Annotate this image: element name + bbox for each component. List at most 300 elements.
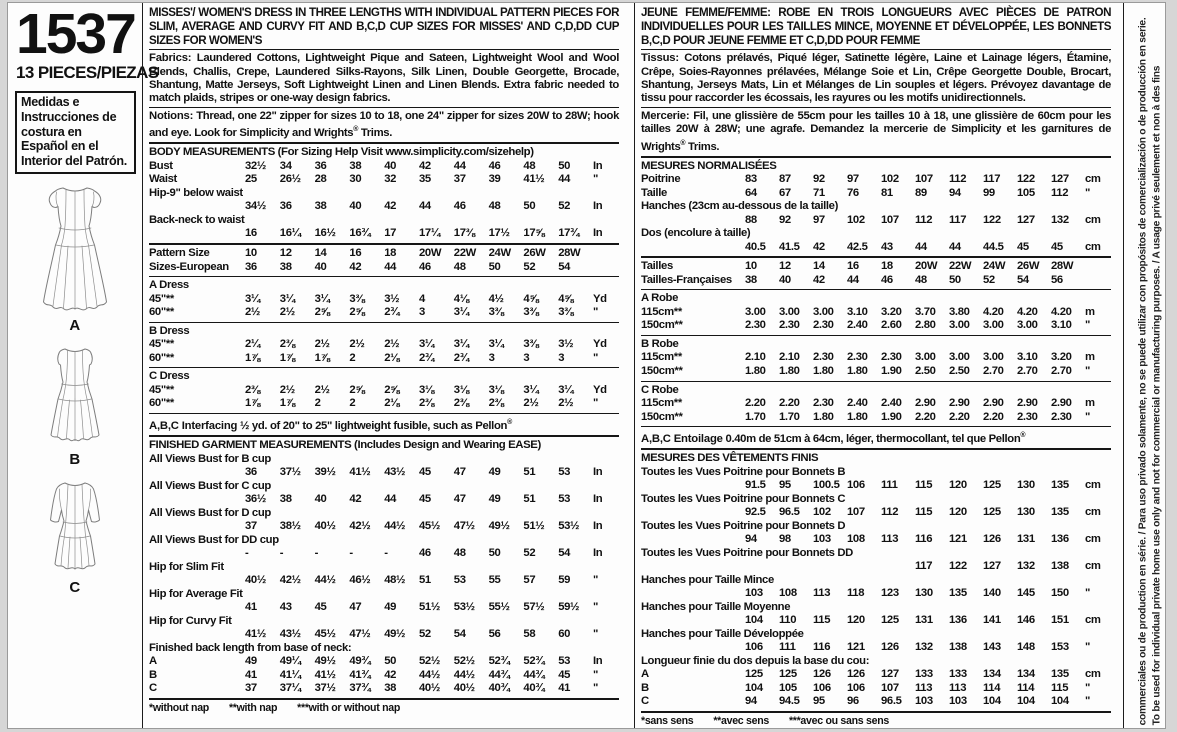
table-row bbox=[641, 614, 1111, 628]
table-value-cell: 1.90 bbox=[881, 365, 902, 378]
table-row-label: Hanches pour Taille Moyenne bbox=[641, 600, 791, 613]
table-value-cell: 26W bbox=[1017, 260, 1040, 273]
table-value-cell: 51½ bbox=[418, 600, 440, 613]
table-unit-cell: " bbox=[592, 397, 598, 410]
divider bbox=[641, 49, 1111, 50]
table-unit-cell: In bbox=[592, 159, 603, 172]
entoilage-line bbox=[641, 429, 1111, 446]
table-value-cell: 50 bbox=[488, 260, 501, 273]
table-value-cell: 16¼ bbox=[279, 227, 301, 240]
table-value-cell: 1.80 bbox=[813, 410, 834, 423]
table-value-cell: 106 bbox=[847, 479, 865, 492]
divider bbox=[641, 448, 1111, 450]
table-row bbox=[149, 306, 619, 320]
table-row-label-cell: 60"** bbox=[149, 351, 174, 364]
table-value-cell: 56 bbox=[1051, 273, 1063, 286]
divider bbox=[149, 49, 619, 50]
table-row-label-cell: C bbox=[149, 682, 157, 695]
table-value-cell: 4.20 bbox=[1051, 305, 1072, 318]
tailles-table bbox=[641, 260, 1111, 287]
divider bbox=[149, 413, 619, 414]
table-row-label-cell: 45"** bbox=[149, 383, 174, 396]
table-value-cell: 2⅝ bbox=[349, 306, 365, 319]
table-row-label-cell: Tailles bbox=[641, 260, 673, 273]
table-unit-cell: Yd bbox=[592, 292, 607, 305]
table-value-cell: 104 bbox=[745, 614, 763, 627]
table-value-cell: 37 bbox=[245, 682, 257, 695]
table-value-cell: 53½ bbox=[453, 600, 475, 613]
table-value-cell: 44½ bbox=[453, 668, 475, 681]
table-row bbox=[641, 506, 1111, 520]
table-value-cell: 3.00 bbox=[915, 351, 936, 364]
table-value-cell: 2.20 bbox=[983, 410, 1004, 423]
divider bbox=[641, 156, 1111, 158]
table-value-cell: 52 bbox=[983, 273, 995, 286]
table-value-cell: 64 bbox=[745, 186, 757, 199]
table-unit-cell: cm bbox=[1085, 506, 1101, 519]
table-value-cell: 51 bbox=[418, 573, 431, 586]
table-value-cell: 1.80 bbox=[779, 365, 800, 378]
table-row bbox=[149, 247, 619, 261]
table-value-cell: 116 bbox=[915, 533, 933, 546]
table-value-cell: 48½ bbox=[384, 573, 406, 586]
notions-tail: Trims. bbox=[358, 127, 393, 140]
divider bbox=[149, 698, 619, 700]
table-value-cell: 107 bbox=[847, 506, 865, 519]
table-row-label-cell: A bbox=[641, 668, 649, 681]
table-row bbox=[149, 682, 619, 696]
table-value-cell: 2½ bbox=[523, 397, 539, 410]
table-value-cell: 44 bbox=[558, 173, 571, 186]
table-value-cell: 2.40 bbox=[847, 397, 868, 410]
table-row bbox=[641, 214, 1111, 228]
table-unit-cell: " bbox=[592, 600, 598, 613]
table-value-cell: 46 bbox=[418, 260, 431, 273]
nap-footnotes bbox=[149, 702, 619, 714]
table-value-cell: 30 bbox=[349, 173, 362, 186]
metrage-table bbox=[641, 292, 1111, 424]
table-row-label-cell bbox=[149, 200, 245, 214]
table-value-cell: 17 bbox=[384, 227, 397, 240]
table-value-cell: 35 bbox=[418, 173, 431, 186]
table-value-cell: 3¼ bbox=[558, 383, 574, 396]
table-value-cell: 4⅛ bbox=[453, 292, 469, 305]
table-value-cell: 38 bbox=[279, 492, 292, 505]
table-value-cell: 3.10 bbox=[1017, 351, 1038, 364]
table-value-cell: 1⅞ bbox=[279, 351, 295, 364]
footnote-without-nap: *without nap bbox=[149, 701, 209, 714]
table-value-cell: 112 bbox=[949, 173, 967, 186]
table-unit-cell: cm bbox=[1085, 614, 1101, 627]
table-value-cell: 2¾ bbox=[418, 351, 434, 364]
table-value-cell: 52½ bbox=[453, 654, 475, 667]
legal-strip bbox=[1123, 3, 1166, 728]
table-value-cell: 4⅝ bbox=[558, 292, 574, 305]
table-value-cell: 10 bbox=[245, 247, 257, 260]
table-value-cell: 50 bbox=[384, 654, 397, 667]
table-section-heading: C Robe bbox=[641, 383, 679, 396]
table-value-cell: 41.5 bbox=[779, 240, 800, 253]
table-row-label: All Views Bust for D cup bbox=[149, 506, 271, 519]
table-value-cell: 34 bbox=[279, 159, 292, 172]
table-row bbox=[641, 479, 1111, 493]
table-value-cell: 50 bbox=[949, 273, 961, 286]
table-value-cell: 1⅞ bbox=[245, 397, 261, 410]
table-row-label: Finished back length from base of neck: bbox=[149, 641, 352, 654]
table-row bbox=[149, 261, 619, 275]
table-unit-cell: cm bbox=[1085, 560, 1101, 573]
table-value-cell: 52¾ bbox=[488, 654, 510, 667]
table-value-cell: 51 bbox=[523, 465, 536, 478]
table-value-cell: 2.70 bbox=[983, 365, 1004, 378]
table-value-cell: 3.00 bbox=[949, 319, 970, 332]
table-value-cell: 45 bbox=[558, 668, 571, 681]
table-row-label-cell: C bbox=[641, 695, 649, 708]
table-value-cell: 51 bbox=[523, 492, 536, 505]
table-value-cell: 3.70 bbox=[915, 305, 936, 318]
table-row-label: Hanches pour Taille Développée bbox=[641, 627, 804, 640]
table-value-cell: 41½ bbox=[523, 173, 545, 186]
table-value-cell: 3.00 bbox=[813, 305, 834, 318]
body-measurements-header: BODY MEASUREMENTS (For Sizing Help Visit www.simplicity.com/sizehelp) bbox=[149, 146, 534, 159]
table-row-label-cell bbox=[149, 227, 245, 241]
pieces-count: 13 PIECES/PIEZAS bbox=[16, 63, 159, 82]
table-row bbox=[149, 628, 619, 642]
mercerie-text: Fil, une glissière de 55cm pour les tailles 10 à 18, une glissière de 60cm pour les tailles 20W à 28W; une agrafe. Demandez la mercerie de Simplicity et les garnitures de Wrights bbox=[641, 110, 1111, 153]
entoilage-label: A,B,C Entoilage bbox=[641, 433, 723, 445]
footnote-avec-ou-sans-sens: ***avec ou sans sens bbox=[788, 714, 889, 727]
table-value-cell: 97 bbox=[847, 173, 859, 186]
table-row-label-cell: 115cm** bbox=[641, 397, 682, 410]
table-row bbox=[149, 173, 619, 187]
table-unit-cell: In bbox=[592, 200, 603, 213]
table-value-cell: 52 bbox=[523, 546, 536, 559]
table-value-cell: 50 bbox=[558, 159, 571, 172]
table-value-cell: 45 bbox=[314, 600, 327, 613]
registered-mark: ® bbox=[1020, 432, 1026, 440]
table-value-cell: 107 bbox=[881, 681, 899, 694]
table-value-cell: 150 bbox=[1051, 587, 1069, 600]
yardage-table bbox=[149, 279, 619, 411]
table-value-cell: 71 bbox=[813, 186, 825, 199]
table-value-cell: 76 bbox=[847, 186, 859, 199]
table-value-cell: 44½ bbox=[418, 668, 440, 681]
table-value-cell: 43½ bbox=[279, 627, 301, 640]
table-unit-cell: m bbox=[1085, 351, 1095, 364]
table-row-label-cell bbox=[641, 614, 745, 628]
table-value-cell: 127 bbox=[1017, 213, 1035, 226]
table-value-cell: 50 bbox=[523, 200, 536, 213]
table-value-cell: 16 bbox=[349, 247, 362, 260]
table-unit-cell: Yd bbox=[592, 338, 607, 351]
table-unit-cell: " bbox=[592, 627, 598, 640]
table-value-cell: 2.90 bbox=[915, 397, 936, 410]
table-row bbox=[641, 173, 1111, 187]
tissus-paragraph bbox=[641, 52, 1111, 105]
table-value-cell: 138 bbox=[1051, 560, 1069, 573]
table-value-cell: 125 bbox=[779, 668, 797, 681]
table-value-cell: 133 bbox=[949, 668, 967, 681]
table-value-cell: 151 bbox=[1051, 614, 1069, 627]
table-value-cell: 42 bbox=[349, 492, 362, 505]
table-value-cell: 136 bbox=[1051, 533, 1069, 546]
table-value-cell: 45½ bbox=[418, 519, 440, 532]
table-value-cell: 2.50 bbox=[949, 365, 970, 378]
table-row-label: Toutes les Vues Poitrine pour Bonnets C bbox=[641, 492, 846, 505]
table-value-cell: 44½ bbox=[384, 519, 406, 532]
fabrics-paragraph bbox=[149, 52, 619, 105]
table-value-cell: 112 bbox=[915, 213, 933, 226]
table-row-label-cell: A bbox=[149, 654, 157, 667]
table-value-cell: 52 bbox=[418, 627, 431, 640]
table-value-cell: - bbox=[279, 546, 284, 559]
table-value-cell: 2⅜ bbox=[245, 383, 261, 396]
divider bbox=[149, 243, 619, 245]
table-unit-cell: " bbox=[592, 173, 598, 186]
table-value-cell: 113 bbox=[949, 681, 967, 694]
tissus-label: Tissus: bbox=[641, 52, 679, 65]
table-value-cell: 2.90 bbox=[1051, 397, 1072, 410]
table-row-label-cell: Taille bbox=[641, 186, 667, 199]
table-value-cell: 2.30 bbox=[745, 319, 766, 332]
table-value-cell: 43 bbox=[881, 240, 893, 253]
table-value-cell: 131 bbox=[915, 614, 933, 627]
table-value-cell: 40.5 bbox=[745, 240, 766, 253]
table-value-cell: 107 bbox=[915, 173, 933, 186]
divider bbox=[149, 367, 619, 368]
table-value-cell: 2⅜ bbox=[488, 397, 504, 410]
table-row-label-cell bbox=[149, 601, 245, 615]
table-value-cell: 3.00 bbox=[949, 351, 970, 364]
table-value-cell: 43½ bbox=[384, 465, 406, 478]
spanish-note-box: Medidas e Instrucciones de costura en Español en el Interior del Patrón. bbox=[15, 91, 136, 174]
table-row-label: Longueur finie du dos depuis la base du cou: bbox=[641, 654, 870, 667]
interfacing-label: A,B,C Interfacing bbox=[149, 419, 238, 432]
table-value-cell: 40¾ bbox=[488, 682, 510, 695]
table-value-cell: 111 bbox=[881, 479, 898, 492]
table-value-cell: 2¼ bbox=[245, 338, 261, 351]
table-value-cell: 52 bbox=[558, 200, 571, 213]
table-value-cell: 38 bbox=[349, 159, 362, 172]
table-value-cell: 100.5 bbox=[813, 479, 840, 492]
table-value-cell: 103 bbox=[745, 587, 763, 600]
table-value-cell: 143 bbox=[983, 641, 1001, 654]
table-value-cell: 36 bbox=[314, 159, 327, 172]
table-unit-cell: cm bbox=[1085, 668, 1101, 681]
table-value-cell: 2.30 bbox=[779, 319, 800, 332]
notions-paragraph bbox=[149, 110, 619, 140]
table-row bbox=[149, 384, 619, 398]
table-value-cell: 104 bbox=[745, 681, 763, 694]
table-row bbox=[149, 520, 619, 534]
table-row bbox=[149, 352, 619, 366]
table-row bbox=[641, 560, 1111, 574]
table-value-cell: 106 bbox=[813, 681, 831, 694]
table-value-cell: 3.20 bbox=[881, 305, 902, 318]
table-row-label-cell: 45"** bbox=[149, 338, 174, 351]
table-value-cell: 3¼ bbox=[418, 338, 434, 351]
table-value-cell: 2½ bbox=[349, 338, 365, 351]
left-column bbox=[8, 2, 159, 729]
table-unit-cell: " bbox=[592, 351, 598, 364]
table-value-cell: 60 bbox=[558, 627, 571, 640]
table-value-cell: 67 bbox=[779, 186, 791, 199]
mercerie-paragraph bbox=[641, 110, 1111, 153]
table-value-cell: 1.80 bbox=[847, 365, 868, 378]
table-row-label-cell: 60"** bbox=[149, 397, 174, 410]
table-row bbox=[149, 574, 619, 588]
table-value-cell: 97 bbox=[813, 213, 825, 226]
divider bbox=[641, 711, 1111, 713]
table-unit-cell: In bbox=[592, 654, 603, 667]
table-row-label-cell: 150cm** bbox=[641, 365, 683, 378]
table-value-cell: 28 bbox=[314, 173, 327, 186]
table-value-cell: 17⅜ bbox=[453, 227, 475, 240]
mercerie-tail: Trims. bbox=[685, 140, 720, 153]
table-value-cell: 37 bbox=[453, 173, 466, 186]
title-english: MISSES'/ WOMEN'S DRESS IN THREE LENGTHS WITH INDIVIDUAL PATTERN PIECES FOR SLIM, AVERAGE AND CURVY FIT AND B,C,D CUP SIZES FOR MISSES' AND C,D,DD CUP SIZES FOR WOMEN'S bbox=[149, 6, 619, 47]
divider bbox=[641, 335, 1111, 336]
table-value-cell: 120 bbox=[949, 506, 967, 519]
vetements-finis-table bbox=[641, 466, 1111, 709]
table-row bbox=[641, 306, 1111, 320]
table-value-cell: 94 bbox=[745, 533, 757, 546]
table-row bbox=[149, 547, 619, 561]
table-value-cell: 2½ bbox=[558, 397, 574, 410]
table-unit-cell: cm bbox=[1085, 240, 1101, 253]
table-value-cell: 49 bbox=[488, 465, 501, 478]
table-value-cell: - bbox=[384, 546, 388, 559]
table-unit-cell: In bbox=[592, 492, 603, 505]
table-value-cell: 25 bbox=[245, 173, 257, 186]
table-value-cell: 46½ bbox=[349, 573, 371, 586]
table-value-cell: 81 bbox=[881, 186, 893, 199]
table-value-cell: 44½ bbox=[314, 573, 336, 586]
table-unit-cell: cm bbox=[1085, 533, 1101, 546]
table-row bbox=[641, 319, 1111, 333]
table-value-cell: 55 bbox=[488, 573, 501, 586]
table-value-cell: 47½ bbox=[349, 627, 371, 640]
table-value-cell: 2.30 bbox=[813, 319, 834, 332]
table-value-cell: 22W bbox=[453, 247, 476, 260]
table-unit-cell: m bbox=[1085, 305, 1095, 318]
view-label-b: B bbox=[69, 450, 81, 468]
table-row-label: Hip for Average Fit bbox=[149, 587, 243, 600]
table-value-cell: 42 bbox=[384, 200, 397, 213]
table-value-cell: 2.90 bbox=[983, 397, 1004, 410]
table-value-cell: 2.20 bbox=[745, 397, 766, 410]
table-value-cell: 54 bbox=[558, 260, 571, 273]
table-value-cell: 3⅜ bbox=[488, 306, 504, 319]
table-value-cell: 3¼ bbox=[523, 383, 539, 396]
table-row-label-cell bbox=[149, 466, 245, 480]
table-value-cell: 104 bbox=[1017, 695, 1035, 708]
table-value-cell: 2.30 bbox=[1017, 410, 1038, 423]
table-value-cell: 117 bbox=[915, 560, 933, 573]
table-value-cell: 135 bbox=[1051, 668, 1069, 681]
french-column bbox=[634, 3, 1116, 728]
table-value-cell: 46 bbox=[881, 273, 893, 286]
table-value-cell: 14 bbox=[813, 260, 825, 273]
table-value-cell: 123 bbox=[881, 587, 899, 600]
table-value-cell: 2⅛ bbox=[384, 397, 400, 410]
table-value-cell: 98 bbox=[779, 533, 791, 546]
table-value-cell: 42 bbox=[384, 668, 397, 681]
mesures-normalisees-header: MESURES NORMALISÉES bbox=[641, 159, 777, 172]
table-value-cell: 2⅜ bbox=[453, 397, 469, 410]
table-value-cell: 3.80 bbox=[949, 305, 970, 318]
table-value-cell: 3¼ bbox=[245, 292, 261, 305]
table-row bbox=[641, 533, 1111, 547]
table-value-cell: 2½ bbox=[245, 306, 261, 319]
table-value-cell: 132 bbox=[1051, 213, 1069, 226]
fabrics-label: Fabrics: bbox=[149, 52, 192, 65]
table-value-cell: 52¾ bbox=[523, 654, 545, 667]
table-value-cell: 38 bbox=[279, 260, 292, 273]
table-value-cell: 103 bbox=[915, 695, 933, 708]
table-value-cell: 4.20 bbox=[983, 305, 1004, 318]
table-value-cell bbox=[779, 560, 813, 574]
table-value-cell: 2½ bbox=[314, 338, 330, 351]
table-value-cell: 54 bbox=[1017, 273, 1029, 286]
table-row bbox=[149, 466, 619, 480]
table-value-cell: 125 bbox=[745, 668, 763, 681]
english-column bbox=[142, 3, 624, 728]
table-value-cell: 47½ bbox=[453, 519, 475, 532]
table-value-cell: 46 bbox=[488, 159, 501, 172]
table-value-cell bbox=[847, 560, 881, 574]
table-value-cell: 41½ bbox=[314, 668, 336, 681]
notions-label: Notions: bbox=[149, 110, 194, 123]
table-value-cell: 49 bbox=[245, 654, 257, 667]
table-value-cell: 3¼ bbox=[488, 338, 504, 351]
table-value-cell: 57½ bbox=[523, 600, 545, 613]
table-value-cell: 135 bbox=[1051, 506, 1069, 519]
table-value-cell: 140 bbox=[983, 587, 1001, 600]
table-value-cell: 94.5 bbox=[779, 695, 800, 708]
table-value-cell: 48 bbox=[453, 546, 466, 559]
table-value-cell: 138 bbox=[949, 641, 967, 654]
table-value-cell: 32½ bbox=[245, 159, 266, 172]
table-value-cell: 2 bbox=[314, 397, 321, 410]
divider bbox=[641, 107, 1111, 108]
table-value-cell: 59 bbox=[558, 573, 571, 586]
table-row-label-cell bbox=[641, 506, 745, 520]
table-row-label-cell bbox=[641, 587, 745, 601]
table-value-cell: 37½ bbox=[314, 682, 336, 695]
table-value-cell: 36 bbox=[279, 200, 292, 213]
table-value-cell: 48 bbox=[523, 159, 536, 172]
table-section-heading: C Dress bbox=[149, 370, 190, 383]
table-value-cell: 108 bbox=[779, 587, 797, 600]
table-value-cell: 103 bbox=[949, 695, 967, 708]
table-value-cell: 45½ bbox=[314, 627, 336, 640]
table-value-cell: 58 bbox=[523, 627, 536, 640]
table-value-cell: 99 bbox=[983, 186, 995, 199]
table-unit-cell bbox=[593, 261, 619, 275]
table-row-label-cell: Poitrine bbox=[641, 173, 681, 186]
table-row-label-cell bbox=[641, 241, 745, 255]
table-value-cell: 2⅝ bbox=[314, 306, 330, 319]
table-value-cell: 40 bbox=[384, 159, 397, 172]
table-value-cell: 120 bbox=[949, 479, 967, 492]
table-value-cell: 117 bbox=[983, 173, 1001, 186]
table-value-cell: 53 bbox=[558, 654, 571, 667]
table-value-cell: 45 bbox=[1051, 240, 1063, 253]
table-row-label: Hip-9" below waist bbox=[149, 187, 243, 200]
table-value-cell: 46 bbox=[453, 200, 466, 213]
table-value-cell: 1.80 bbox=[847, 410, 868, 423]
